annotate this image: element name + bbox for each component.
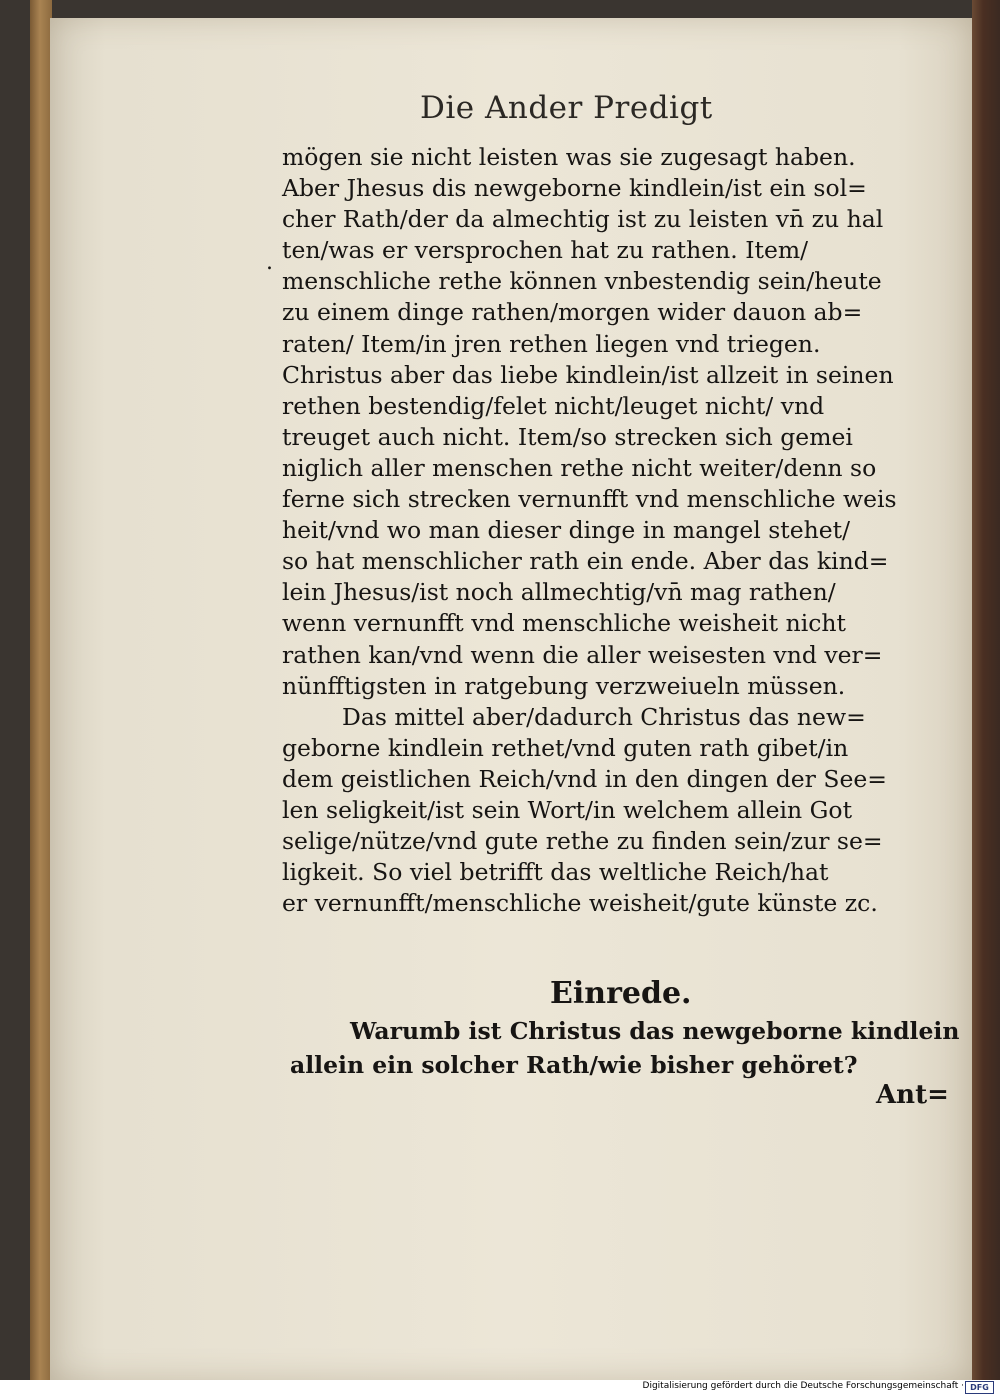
text-line: dem geistlichen Reich/vnd in den dingen der See=: [282, 764, 887, 793]
text-line: rathen kan/vnd wenn die aller weisesten vnd ver=: [282, 640, 883, 669]
text-line: zu einem dinge rathen/morgen wider dauon ab=: [282, 298, 863, 327]
text-line: so hat menschlicher rath ein ende. Aber das kind=: [282, 547, 889, 576]
text-line: cher Rath/der da almechtig ist zu leisten vn̄ zu hal: [282, 205, 884, 234]
text-line: raten/ Item/in jren rethen liegen vnd triegen.: [282, 329, 821, 358]
text-line: lein Jhesus/ist noch allmechtig/vn̄ mag rathen/: [282, 578, 836, 607]
question-line: allein ein solcher Rath/wie bisher gehöret?: [290, 1051, 858, 1079]
text-line: ten/was er versprochen hat zu rathen. Item/: [282, 236, 809, 265]
text-line: geborne kindlein rethet/vnd guten rath gibet/in: [282, 733, 849, 762]
text-line: nünfftigsten in ratgebung verzweiueln müssen.: [282, 671, 846, 700]
text-line: mögen sie nicht leisten was sie zugesagt haben.: [282, 143, 856, 171]
text-line: Christus aber das liebe kindlein/ist allzeit in seinen: [282, 360, 894, 389]
text-line: ferne sich strecken vernunfft vnd menschliche weis: [282, 485, 897, 514]
text-line: er vernunfft/menschliche weisheit/gute künste zc.: [282, 889, 878, 918]
dfg-logo-icon: DFG: [965, 1381, 994, 1394]
text-line: treuget auch nicht. Item/so strecken sich gemei: [282, 422, 853, 451]
question-text: [290, 1014, 960, 1082]
text-line: wenn vernunfft vnd menschliche weisheit nicht: [282, 609, 846, 638]
page-edge: [972, 0, 1000, 1380]
text-line: menschliche rethe können vnbestendig sein/heute: [282, 267, 882, 296]
running-head: Die Ander Predigt: [420, 90, 713, 126]
text-line: selige/nütze/vnd gute rethe zu finden sein/zur se=: [282, 827, 883, 856]
text-line: Aber Jhesus dis newgeborne kindlein/ist ein sol=: [282, 174, 867, 203]
text-line: heit/vnd wo man dieser dinge in mangel stehet/: [282, 516, 851, 545]
body-text: [282, 142, 950, 919]
text-line: ligkeit. So viel betrifft das weltliche Reich/hat: [282, 858, 829, 887]
text-line: niglich aller menschen rethe nicht weiter/denn so: [282, 453, 877, 482]
section-heading: Einrede.: [550, 976, 692, 1011]
book-binding: [30, 0, 52, 1380]
margin-mark: .: [266, 250, 273, 275]
text-line: len seligkeit/ist sein Wort/in welchem allein Got: [282, 795, 853, 824]
catchword: Ant=: [876, 1080, 949, 1110]
text-line: rethen bestendig/felet nicht/leuget nicht/ vnd: [282, 391, 825, 420]
question-line: Warumb ist Christus das newgeborne kindlein: [350, 1017, 960, 1045]
text-line: Das mittel aber/dadurch Christus das new=: [342, 702, 866, 731]
funding-credit: Digitalisierung gefördert durch die Deutsche Forschungsgemeinschaft ·: [642, 1381, 964, 1391]
